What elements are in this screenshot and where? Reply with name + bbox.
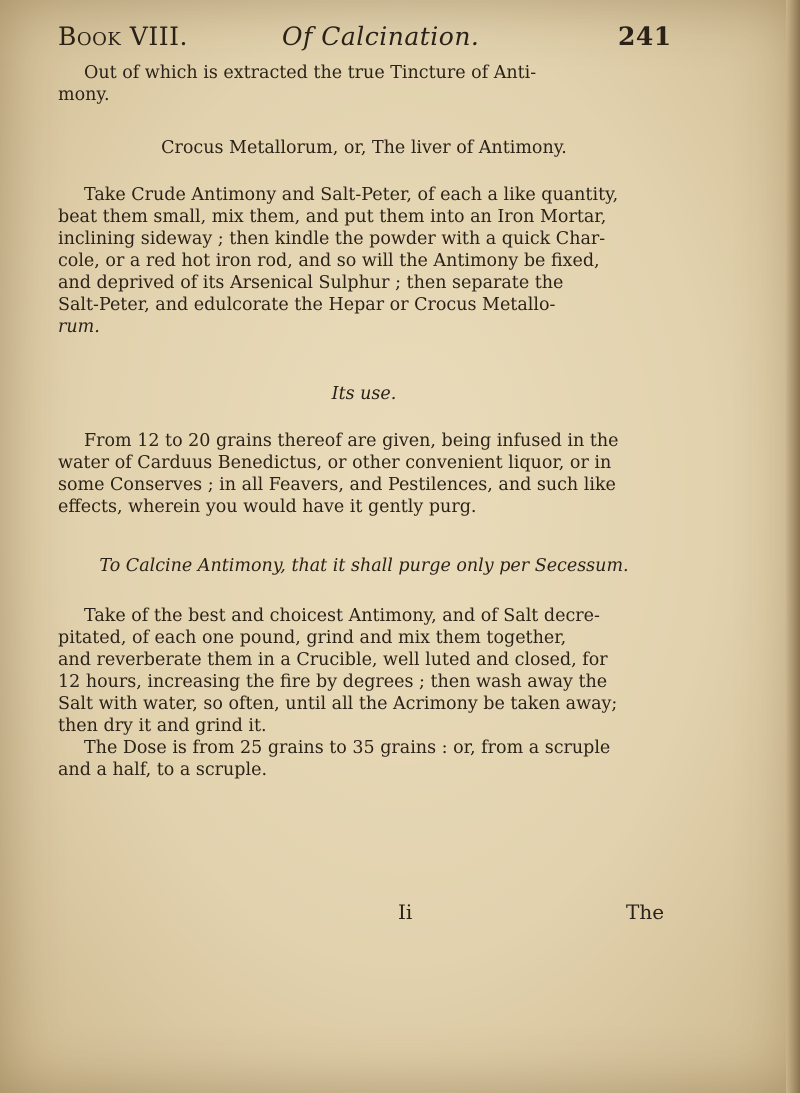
page-number: 241 (618, 22, 672, 51)
text-line: Take Crude Antimony and Salt-Peter, of each a like quantity, (84, 185, 619, 205)
text-line: effects, wherein you would have it gently purg. (58, 497, 477, 517)
text-line: Salt with water, so often, until all the Acrimony be taken away; (58, 694, 618, 714)
signature-mark: Ii (398, 900, 413, 924)
text-line: Salt-Peter, and edulcorate the Hepar or Crocus Metallo- (58, 295, 556, 315)
running-header (58, 22, 678, 56)
text-line: then dry it and grind it. (58, 716, 267, 736)
text-line: and deprived of its Arsenical Sulphur ; then separate the (58, 273, 564, 293)
section-heading: Crocus Metallorum, or, The liver of Antimony. (161, 138, 567, 158)
catchword: The (626, 900, 665, 924)
section-heading-use (58, 383, 670, 405)
book-label: Book VIII. (58, 22, 188, 51)
section-body-calcine (58, 605, 670, 781)
text-line: some Conserves ; in all Feavers, and Pestilences, and such like (58, 475, 616, 495)
section-heading: Its use. (331, 384, 397, 404)
text-line: pitated, of each one pound, grind and mix them together, (58, 628, 567, 648)
text-line: water of Carduus Benedictus, or other convenient liquor, or in (58, 453, 612, 473)
page-edge (786, 0, 800, 1093)
text-line: The Dose is from 25 grains to 35 grains : or, from a scruple (84, 738, 611, 758)
text-line: inclining sideway ; then kindle the powder with a quick Char- (58, 229, 606, 249)
section-heading: To Calcine Antimony, that it shall purge only per Secessum. (99, 556, 629, 576)
section-body-crocus (58, 184, 670, 338)
text-line: and a half, to a scruple. (58, 760, 268, 780)
section-heading-crocus (58, 137, 670, 159)
section-body-use (58, 430, 670, 518)
text-line: cole, or a red hot iron rod, and so will the Antimony be fixed, (58, 251, 600, 271)
text-line: rum. (58, 317, 100, 337)
page-footer (0, 900, 800, 926)
text-line: and reverberate them in a Crucible, well luted and closed, for (58, 650, 608, 670)
text-line: Out of which is extracted the true Tincture of Anti- (84, 63, 537, 83)
section-heading-calcine (58, 555, 670, 577)
text-line: From 12 to 20 grains thereof are given, being infused in the (84, 431, 619, 451)
chapter-title: Of Calcination. (282, 22, 480, 51)
text-line: beat them small, mix them, and put them into an Iron Mortar, (58, 207, 607, 227)
text-line: mony. (58, 85, 110, 105)
intro-paragraph (58, 62, 670, 106)
text-line: 12 hours, increasing the fire by degrees ; then wash away the (58, 672, 608, 692)
text-line: Take of the best and choicest Antimony, and of Salt decre- (84, 606, 600, 626)
